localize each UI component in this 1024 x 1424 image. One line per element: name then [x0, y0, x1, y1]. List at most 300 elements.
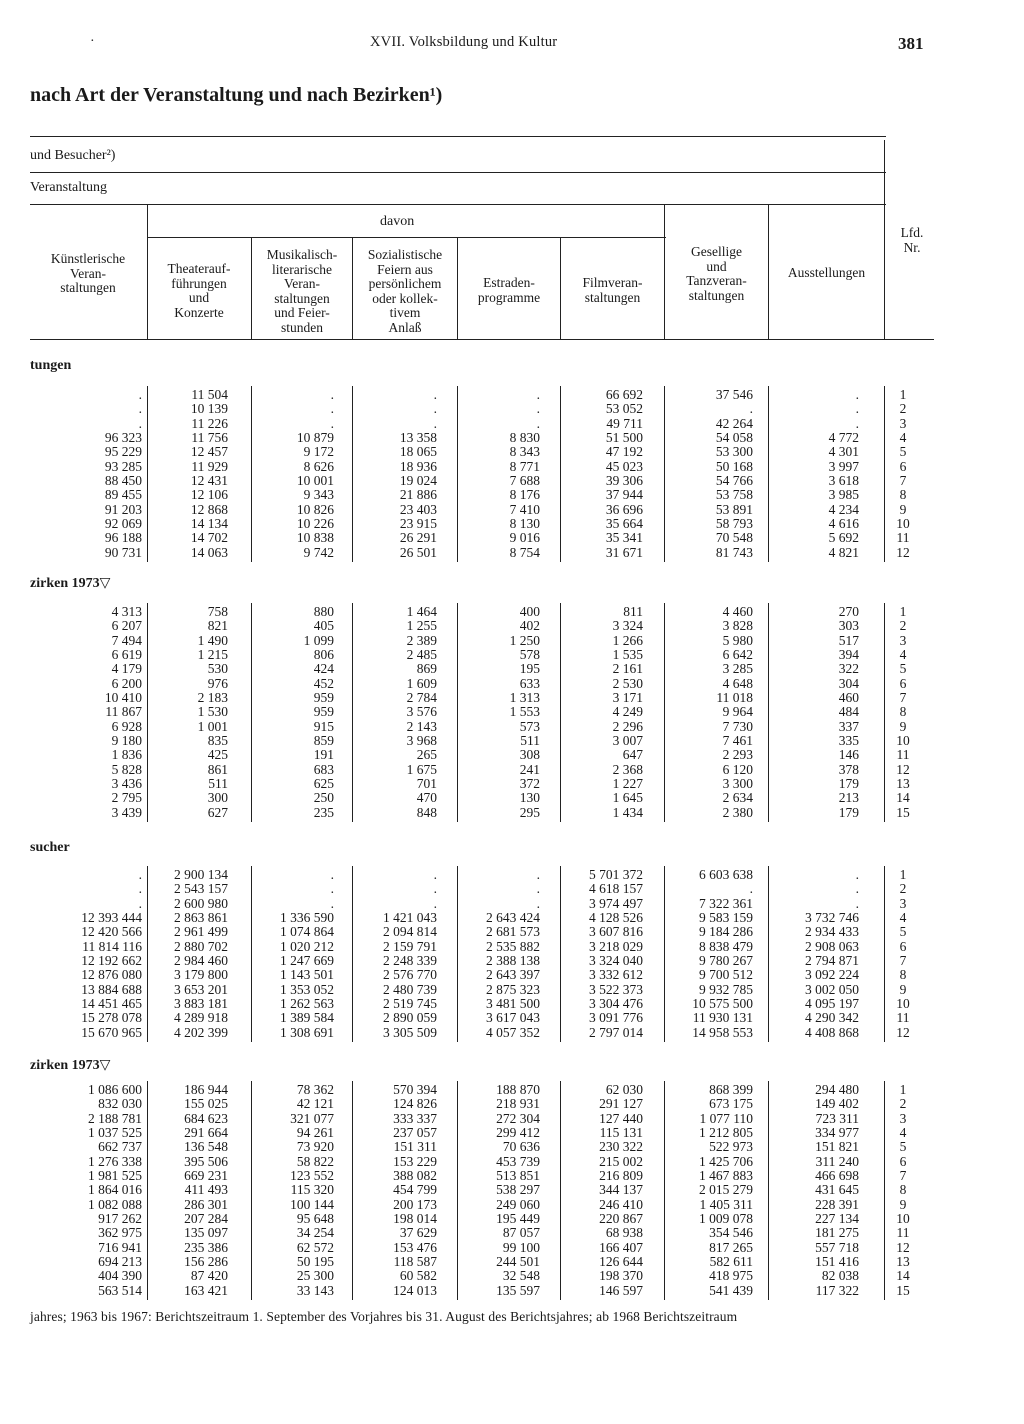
- block-0-col-kuenstlerische: [30, 388, 142, 560]
- table-cell: 5: [899, 1139, 907, 1155]
- table-cell: .: [749, 401, 753, 417]
- table-cell: 1 864 016: [88, 1182, 142, 1198]
- table-cell: 530: [207, 661, 228, 677]
- table-cell: .: [138, 387, 142, 402]
- table-cell: 39 306: [605, 473, 643, 489]
- table-cell: 2 293: [722, 747, 753, 763]
- table-cell: 2 388 138: [486, 953, 540, 969]
- table-cell: .: [433, 867, 437, 882]
- table-cell: 11: [896, 530, 910, 546]
- table-cell: 37 546: [715, 387, 753, 402]
- table-cell: 1 227: [612, 776, 643, 792]
- block-3-col-gesellige: [665, 1083, 753, 1298]
- table-cell: 3 985: [828, 487, 859, 503]
- table-cell: 220 867: [599, 1211, 643, 1227]
- table-cell: 241: [519, 761, 540, 777]
- table-cell: 333 337: [393, 1110, 437, 1126]
- block-2-col-musikalisch: [252, 868, 334, 1040]
- table-cell: 10: [896, 733, 910, 749]
- table-cell: 14 702: [190, 530, 228, 546]
- table-cell: 10 575 500: [692, 996, 753, 1012]
- table-cell: 1 645: [612, 790, 643, 806]
- table-cell: 394: [838, 647, 859, 663]
- table-cell: 2 535 882: [486, 938, 540, 954]
- section-label-veranstaltungen: tungen: [30, 358, 72, 373]
- table-cell: 452: [313, 675, 334, 691]
- table-cell: 7 688: [509, 473, 540, 489]
- table-cell: 2 380: [722, 804, 753, 820]
- table-cell: 11 756: [191, 430, 228, 446]
- table-cell: 11 929: [191, 458, 228, 474]
- table-cell: 2 900 134: [174, 867, 228, 882]
- table-cell: .: [536, 387, 540, 402]
- col-head-lfd-nr: Lfd. Nr.: [900, 225, 924, 255]
- table-cell: 115 320: [290, 1182, 334, 1198]
- table-cell: 5: [899, 924, 907, 940]
- table-cell: 2: [899, 1096, 907, 1112]
- table-cell: .: [138, 895, 142, 911]
- table-cell: 42 264: [715, 415, 753, 431]
- table-cell: 15: [896, 804, 910, 820]
- table-cell: 130: [519, 790, 540, 806]
- table-cell: 68 938: [605, 1225, 643, 1241]
- table-cell: .: [330, 387, 334, 402]
- table-cell: 2 880 702: [174, 938, 228, 954]
- table-cell: 9: [899, 981, 907, 997]
- table-cell: 8 176: [509, 487, 540, 503]
- table-cell: 402: [519, 618, 540, 634]
- table-cell: 53 758: [715, 487, 753, 503]
- table-cell: 9 700 512: [699, 967, 753, 983]
- table-cell: 6 120: [722, 761, 753, 777]
- table-cell: 2 863 861: [174, 910, 228, 926]
- table-cell: 625: [313, 776, 334, 792]
- table-cell: 8 771: [509, 458, 540, 474]
- table-cell: 4 618 157: [589, 881, 643, 897]
- table-cell: 3 179 800: [174, 967, 228, 983]
- col-head-gesellige: Gesellige und Tanzveran- staltungen: [686, 244, 747, 303]
- block-3-col-musikalisch: [252, 1083, 334, 1298]
- top-rule: [30, 136, 886, 137]
- table-cell: 235 386: [184, 1239, 228, 1255]
- table-cell: 291 127: [599, 1096, 643, 1112]
- table-cell: 13 884 688: [81, 981, 142, 997]
- head-rule-3: [30, 204, 886, 205]
- table-cell: 87 057: [502, 1225, 540, 1241]
- section-label-bezirke-2: zirken 1973▽: [30, 1058, 111, 1073]
- table-cell: 7: [899, 690, 907, 706]
- table-cell: 3 653 201: [174, 981, 228, 997]
- table-cell: 1 553: [509, 704, 540, 720]
- table-cell: 7 322 361: [699, 895, 753, 911]
- table-cell: 3 304 476: [589, 996, 643, 1012]
- table-cell: 5 701 372: [589, 867, 643, 882]
- table-cell: 265: [416, 747, 437, 763]
- table-cell: 2 015 279: [699, 1182, 753, 1198]
- table-cell: 4: [899, 1125, 907, 1141]
- block-3-col-theater: [148, 1083, 228, 1298]
- table-cell: 90 731: [104, 544, 142, 560]
- table-cell: 299 412: [496, 1125, 540, 1141]
- table-cell: 50 195: [296, 1254, 334, 1270]
- table-cell: 35 664: [605, 516, 643, 532]
- table-cell: 1 336 590: [280, 910, 334, 926]
- table-cell: 3 974 497: [589, 895, 643, 911]
- table-cell: 8 130: [509, 516, 540, 532]
- table-cell: 213: [838, 790, 859, 806]
- table-cell: 372: [519, 776, 540, 792]
- table-cell: 3 436: [111, 776, 142, 792]
- table-cell: 198 370: [599, 1268, 643, 1284]
- table-cell: 1 464: [406, 604, 437, 619]
- table-cell: 3 618: [828, 473, 859, 489]
- table-cell: 54 766: [715, 473, 753, 489]
- table-cell: 9: [899, 501, 907, 517]
- table-cell: 3 481 500: [486, 996, 540, 1012]
- table-cell: 12 192 662: [81, 953, 142, 969]
- table-cell: 2 248 339: [383, 953, 437, 969]
- table-cell: 6 200: [111, 675, 142, 691]
- table-cell: 13 358: [399, 430, 437, 446]
- table-cell: 425: [207, 747, 228, 763]
- table-cell: 4 616: [828, 516, 859, 532]
- table-cell: 15: [896, 1282, 910, 1298]
- table-cell: 2 183: [197, 690, 228, 706]
- table-cell: 235: [313, 804, 334, 820]
- table-cell: .: [536, 881, 540, 897]
- table-cell: 151 821: [815, 1139, 859, 1155]
- table-cell: 33 143: [296, 1282, 334, 1298]
- table-cell: 4: [899, 910, 907, 926]
- table-cell: 1 262 563: [280, 996, 334, 1012]
- table-cell: 2 634: [722, 790, 753, 806]
- table-cell: 835: [207, 733, 228, 749]
- table-cell: .: [330, 881, 334, 897]
- table-cell: 470: [416, 790, 437, 806]
- table-cell: 976: [207, 675, 228, 691]
- table-cell: .: [536, 401, 540, 417]
- table-cell: 1 215: [197, 647, 228, 663]
- table-cell: .: [855, 401, 859, 417]
- table-cell: 12 106: [190, 487, 228, 503]
- table-cell: 58 793: [715, 516, 753, 532]
- table-cell: 126 644: [599, 1254, 643, 1270]
- table-cell: 354 546: [709, 1225, 753, 1241]
- table-cell: 10 838: [296, 530, 334, 546]
- table-cell: 62 030: [605, 1082, 643, 1097]
- table-cell: 7: [899, 473, 907, 489]
- table-cell: 453 739: [496, 1153, 540, 1169]
- table-cell: 3 171: [612, 690, 643, 706]
- page-number: 381: [898, 34, 924, 53]
- table-cell: 2 143: [406, 718, 437, 734]
- head-row-besucher: und Besucher²): [30, 148, 116, 163]
- table-cell: 11: [896, 747, 910, 763]
- table-cell: .: [330, 867, 334, 882]
- table-cell: 321 077: [290, 1110, 334, 1126]
- table-cell: 647: [622, 747, 643, 763]
- table-cell: 124 826: [393, 1096, 437, 1112]
- table-cell: 93 285: [104, 458, 142, 474]
- table-cell: 2 600 980: [174, 895, 228, 911]
- table-cell: 123 552: [290, 1168, 334, 1184]
- table-cell: 6 207: [111, 618, 142, 634]
- table-cell: 14 134: [190, 516, 228, 532]
- table-cell: 563 514: [98, 1282, 142, 1298]
- table-cell: 1 143 501: [280, 967, 334, 983]
- block-3-vline-7: [884, 1081, 885, 1300]
- table-cell: 395 506: [184, 1153, 228, 1169]
- block-3-col-estraden: [458, 1083, 540, 1298]
- table-cell: 2 681 573: [486, 924, 540, 940]
- table-cell: 12: [896, 544, 910, 560]
- table-cell: 1 037 525: [88, 1125, 142, 1141]
- table-cell: 135 597: [496, 1282, 540, 1298]
- table-cell: 11: [896, 1010, 910, 1026]
- table-cell: 50 168: [715, 458, 753, 474]
- table-cell: 89 455: [104, 487, 142, 503]
- table-cell: 186 944: [184, 1082, 228, 1097]
- table-cell: 411 493: [184, 1182, 228, 1198]
- table-cell: 3 883 181: [174, 996, 228, 1012]
- table-cell: 1 467 883: [699, 1168, 753, 1184]
- block-1-col-ausstellungen: [769, 605, 859, 820]
- table-cell: 4 313: [111, 604, 142, 619]
- table-cell: 179: [838, 804, 859, 820]
- footnote: jahres; 1963 bis 1967: Berichtszeitraum 1. September des Vorjahres bis 31. August des Berichtsjahres; ab 1968 Berichtszeitraum: [30, 1309, 738, 1324]
- table-cell: 11 018: [716, 690, 753, 706]
- table-cell: 12: [896, 761, 910, 777]
- table-cell: 3 968: [406, 733, 437, 749]
- table-cell: 723 311: [815, 1110, 859, 1126]
- block-0-col-film: [561, 388, 643, 560]
- table-cell: 8: [899, 1182, 907, 1198]
- table-cell: .: [536, 867, 540, 882]
- table-cell: 3 332 612: [589, 967, 643, 983]
- table-cell: 12: [896, 1239, 910, 1255]
- table-cell: 166 407: [599, 1239, 643, 1255]
- table-cell: 2 643 424: [486, 910, 540, 926]
- table-cell: 335: [838, 733, 859, 749]
- table-cell: 14 063: [190, 544, 228, 560]
- table-cell: 23 403: [399, 501, 437, 517]
- table-cell: 344 137: [599, 1182, 643, 1198]
- table-cell: 701: [416, 776, 437, 792]
- table-cell: 1 247 669: [280, 953, 334, 969]
- table-cell: 1 353 052: [280, 981, 334, 997]
- table-cell: .: [536, 895, 540, 911]
- table-cell: 181 275: [815, 1225, 859, 1241]
- table-cell: 334 977: [815, 1125, 859, 1141]
- table-cell: 1 009 078: [699, 1211, 753, 1227]
- table-cell: 51 500: [605, 430, 643, 446]
- block-2-col-ausstellungen: [769, 868, 859, 1040]
- block-1-col-film: [561, 605, 643, 820]
- table-cell: 15 670 965: [81, 1024, 142, 1040]
- table-cell: 3 300: [722, 776, 753, 792]
- table-cell: 14 451 465: [81, 996, 142, 1012]
- table-cell: 13: [896, 1254, 910, 1270]
- table-cell: 9 583 159: [699, 910, 753, 926]
- table-cell: 8 830: [509, 430, 540, 446]
- table-cell: 517: [838, 632, 859, 648]
- table-cell: 8 838 479: [699, 938, 753, 954]
- block-1-col-gesellige: [665, 605, 753, 820]
- table-cell: 3: [899, 415, 907, 431]
- table-cell: 424: [313, 661, 334, 677]
- table-cell: 557 718: [815, 1239, 859, 1255]
- table-cell: 23 915: [399, 516, 437, 532]
- table-cell: 155 025: [184, 1096, 228, 1112]
- table-cell: 191: [313, 747, 334, 763]
- table-cell: 311 240: [815, 1153, 859, 1169]
- table-cell: 18 065: [399, 444, 437, 460]
- table-cell: .: [433, 895, 437, 911]
- table-cell: 12 457: [190, 444, 228, 460]
- table-cell: 230 322: [599, 1139, 643, 1155]
- table-cell: 303: [838, 618, 859, 634]
- table-cell: 95 648: [296, 1211, 334, 1227]
- table-cell: 249 060: [496, 1196, 540, 1212]
- table-cell: 716 941: [98, 1239, 142, 1255]
- table-cell: 683: [313, 761, 334, 777]
- table-cell: 869: [416, 661, 437, 677]
- block-2-col-kuenstlerische: [30, 868, 142, 1040]
- table-cell: 582 611: [709, 1254, 753, 1270]
- table-cell: 2 188 781: [88, 1110, 142, 1126]
- table-cell: 1 086 600: [88, 1082, 142, 1097]
- table-cell: 3 091 776: [589, 1010, 643, 1026]
- table-cell: 484: [838, 704, 859, 720]
- block-0-col-sozialistische: [353, 388, 437, 560]
- table-cell: 322: [838, 661, 859, 677]
- table-cell: 14: [896, 790, 910, 806]
- table-cell: 4 289 918: [174, 1010, 228, 1026]
- table-cell: 11 867: [105, 704, 142, 720]
- table-cell: 1 266: [612, 632, 643, 648]
- table-cell: 811: [623, 604, 643, 619]
- table-cell: 3 002 050: [805, 981, 859, 997]
- table-cell: 4 234: [828, 501, 859, 517]
- table-cell: .: [330, 895, 334, 911]
- table-cell: 207 284: [184, 1211, 228, 1227]
- table-cell: 4: [899, 430, 907, 446]
- table-cell: .: [138, 867, 142, 882]
- table-cell: 9 184 286: [699, 924, 753, 940]
- table-cell: 53 052: [605, 401, 643, 417]
- section-label-bezirke-1: zirken 1973▽: [30, 576, 111, 591]
- table-cell: 250: [313, 790, 334, 806]
- table-cell: 880: [313, 604, 334, 619]
- table-cell: 70 548: [715, 530, 753, 546]
- col-head-ausstellungen: Ausstellungen: [787, 265, 866, 280]
- table-cell: 10 001: [296, 473, 334, 489]
- table-cell: 272 304: [496, 1110, 540, 1126]
- table-cell: 3 732 746: [805, 910, 859, 926]
- table-title: nach Art der Veranstaltung und nach Bezirken¹): [30, 84, 443, 106]
- table-cell: 959: [313, 690, 334, 706]
- table-cell: 694 213: [98, 1254, 142, 1270]
- table-cell: 10 879: [296, 430, 334, 446]
- table-cell: 3: [899, 1110, 907, 1126]
- table-cell: 12 431: [190, 473, 228, 489]
- table-cell: 3 439: [111, 804, 142, 820]
- table-cell: 9 780 267: [699, 953, 753, 969]
- table-cell: 4 179: [111, 661, 142, 677]
- table-cell: 6: [899, 675, 907, 691]
- block-1-col-lfd-nr: [886, 605, 920, 820]
- head-vline-right: [884, 140, 885, 340]
- table-cell: .: [138, 401, 142, 417]
- table-cell: 9 964: [722, 704, 753, 720]
- table-cell: 6 928: [111, 718, 142, 734]
- table-cell: 10 139: [190, 401, 228, 417]
- table-cell: 1 425 706: [699, 1153, 753, 1169]
- block-1-vline-7: [884, 603, 885, 822]
- col-head-theater: Theaterauf- führungen und Konzerte: [167, 261, 231, 320]
- block-0-col-gesellige: [665, 388, 753, 560]
- col-head-film: Filmveran- staltungen: [582, 275, 643, 305]
- table-cell: .: [138, 881, 142, 897]
- table-cell: 8 343: [509, 444, 540, 460]
- head-davon: davon: [380, 214, 415, 229]
- table-cell: 188 870: [496, 1082, 540, 1097]
- table-cell: 2: [899, 618, 907, 634]
- table-cell: 633: [519, 675, 540, 691]
- table-cell: 124 013: [393, 1282, 437, 1298]
- block-0-col-musikalisch: [252, 388, 334, 560]
- block-2-col-lfd-nr: [886, 868, 920, 1040]
- block-2-vline-7: [884, 866, 885, 1042]
- table-cell: 14 958 553: [692, 1024, 753, 1040]
- table-cell: 3 576: [406, 704, 437, 720]
- table-cell: 1 434: [612, 804, 643, 820]
- table-cell: 66 692: [605, 387, 643, 402]
- table-cell: 153 476: [393, 1239, 437, 1255]
- table-cell: 227 134: [815, 1211, 859, 1227]
- table-cell: 3: [899, 632, 907, 648]
- table-cell: .: [138, 415, 142, 431]
- table-cell: 1 099: [303, 632, 334, 648]
- table-cell: .: [855, 867, 859, 882]
- table-cell: 1: [899, 604, 907, 619]
- table-cell: 300: [207, 790, 228, 806]
- table-cell: 2 519 745: [383, 996, 437, 1012]
- table-cell: 14: [896, 1268, 910, 1284]
- table-cell: 216 809: [599, 1168, 643, 1184]
- table-cell: 513 851: [496, 1168, 540, 1184]
- table-cell: 1 389 584: [280, 1010, 334, 1026]
- table-cell: 62 572: [296, 1239, 334, 1255]
- block-2-col-film: [561, 868, 643, 1040]
- table-cell: 1 675: [406, 761, 437, 777]
- table-cell: 3 007: [612, 733, 643, 749]
- table-cell: 2 875 323: [486, 981, 540, 997]
- table-cell: 118 587: [393, 1254, 437, 1270]
- table-cell: 1: [899, 1082, 907, 1097]
- table-cell: 294 480: [815, 1082, 859, 1097]
- table-cell: 286 301: [184, 1196, 228, 1212]
- table-cell: 4 821: [828, 544, 859, 560]
- block-1-col-musikalisch: [252, 605, 334, 820]
- table-cell: 8: [899, 704, 907, 720]
- table-cell: 4 057 352: [486, 1024, 540, 1040]
- table-cell: 246 410: [599, 1196, 643, 1212]
- table-cell: 237 057: [393, 1125, 437, 1141]
- table-cell: 127 440: [599, 1110, 643, 1126]
- table-cell: 11 504: [191, 387, 228, 402]
- table-cell: 3 324 040: [589, 953, 643, 969]
